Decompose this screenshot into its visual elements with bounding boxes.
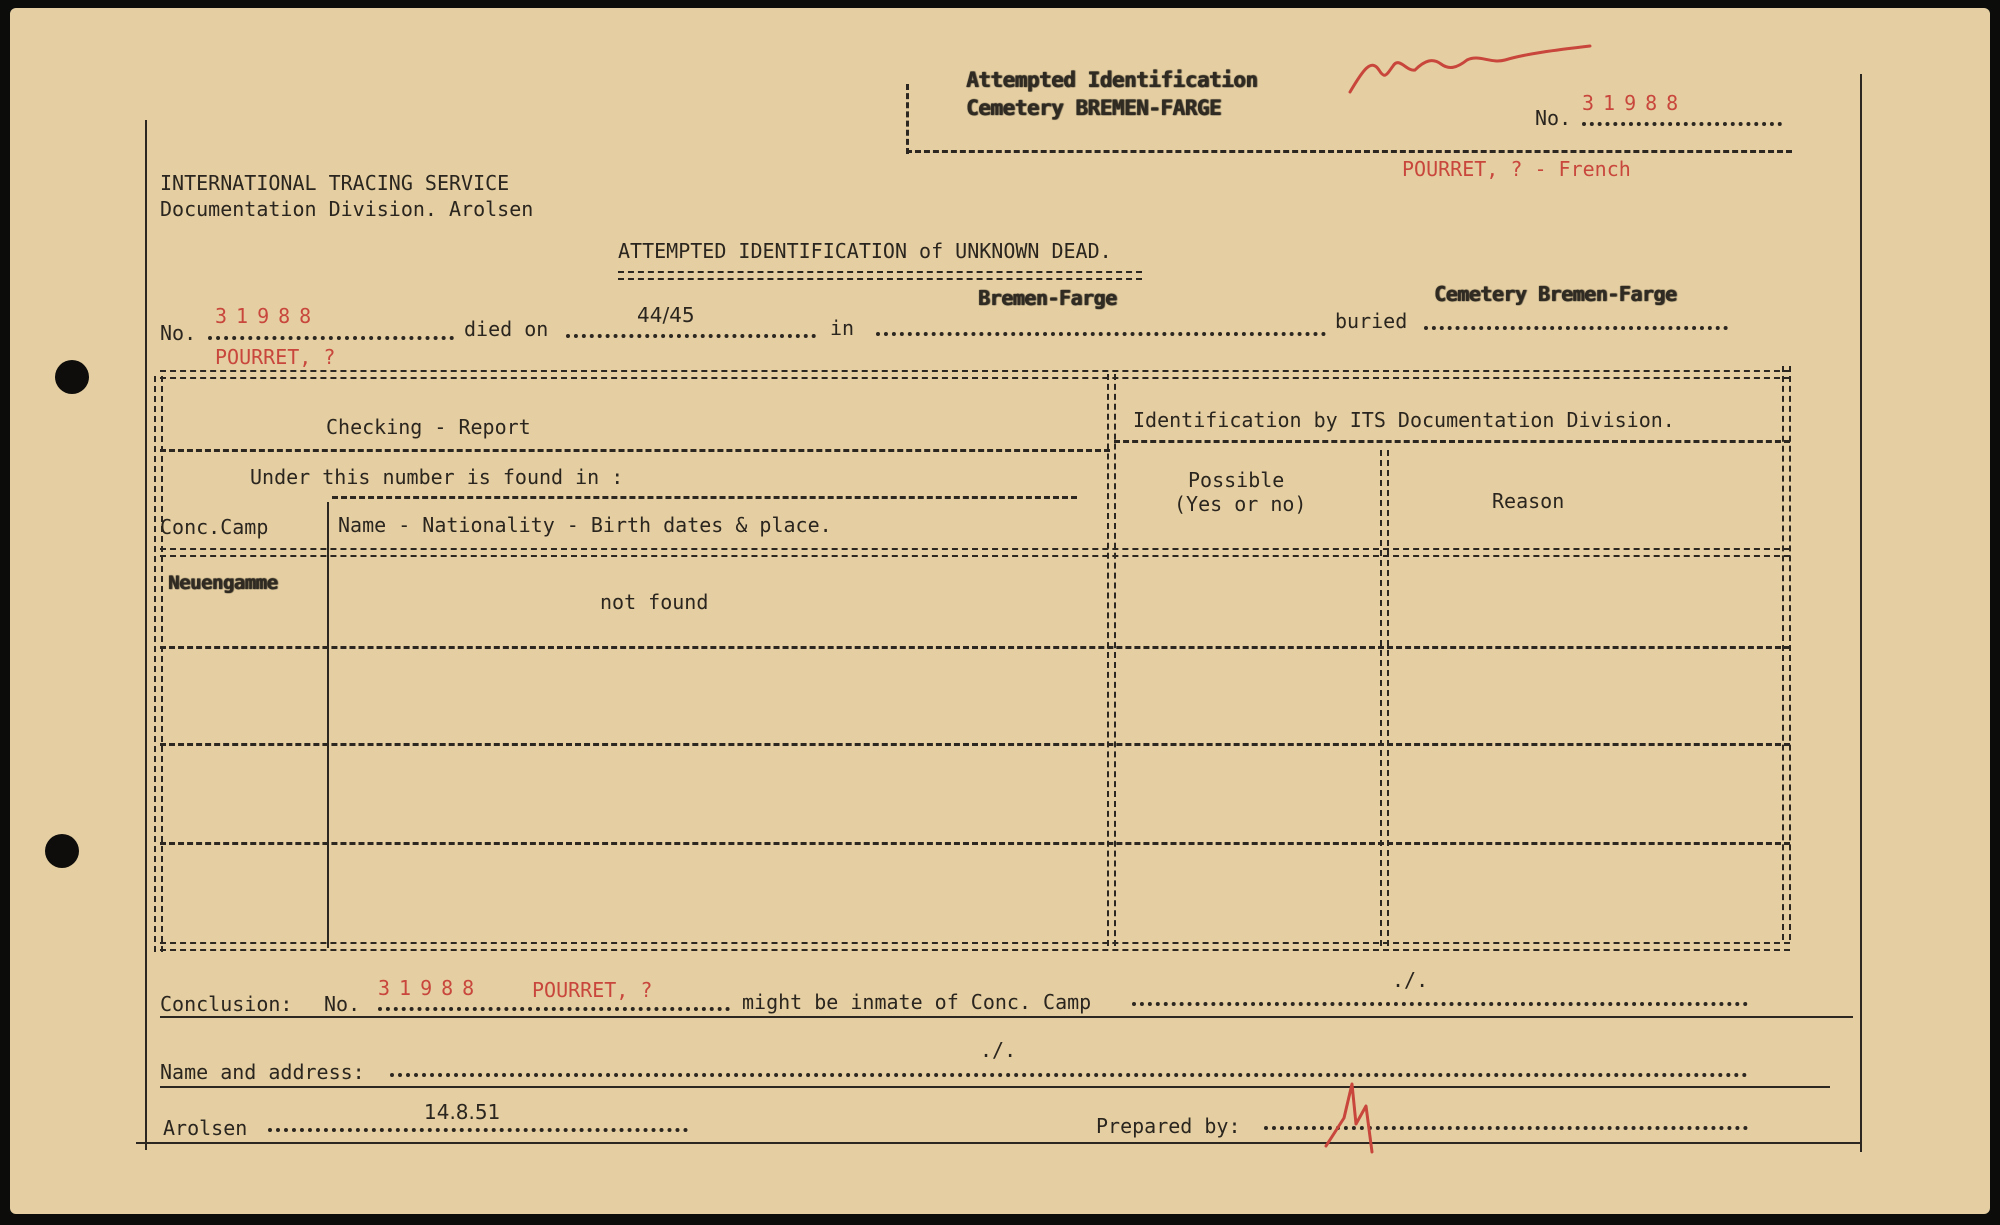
- conclusion-rule: [160, 1016, 1853, 1018]
- column-header-possible-2: (Yes or no): [1174, 492, 1307, 516]
- stamp-line-2: Cemetery BREMEN-FARGE: [966, 96, 1222, 120]
- conclusion-might-be: might be inmate of Conc. Camp: [742, 990, 1092, 1014]
- record-buried-dots: [1424, 326, 1728, 330]
- conclusion-no-dots: [378, 1007, 730, 1011]
- footer-place: Arolsen: [163, 1116, 248, 1140]
- column-header-camp: Conc.Camp: [160, 515, 269, 539]
- header-no-value: 31988: [1582, 91, 1688, 115]
- punch-hole-top: [55, 360, 89, 394]
- header-no-dots: [1582, 122, 1782, 126]
- frame-right-line: [1860, 74, 1862, 1152]
- stamp-box-left: [906, 84, 909, 154]
- conclusion-camp-dots: [1132, 1002, 1748, 1006]
- record-in-label: in: [830, 316, 855, 340]
- header-no-label: No.: [1535, 106, 1572, 130]
- record-in-value: Bremen-Farge: [978, 286, 1117, 310]
- name-address-value: ./.: [980, 1038, 1017, 1062]
- column-header-reason: Reason: [1492, 489, 1565, 513]
- under-number-label: Under this number is found in :: [250, 465, 624, 489]
- index-card: [10, 8, 1990, 1214]
- under-number-rule: [332, 496, 1077, 499]
- column-header-rule: [160, 548, 1790, 557]
- punch-hole-bottom: [45, 834, 79, 868]
- table-divider-reason: [1380, 450, 1389, 946]
- table-left-border: [154, 376, 163, 952]
- checking-report-heading: Checking - Report: [326, 415, 531, 439]
- frame-left-line: [145, 120, 147, 1150]
- conclusion-camp-value: ./.: [1392, 968, 1429, 992]
- footer-date-dots: [268, 1128, 688, 1132]
- column-header-possible-1: Possible: [1188, 468, 1285, 492]
- frame-bottom-line: [136, 1142, 1861, 1144]
- row-3-rule: [160, 842, 1790, 845]
- conclusion-no-label: No.: [324, 992, 361, 1016]
- prepared-by-label: Prepared by:: [1096, 1114, 1241, 1138]
- name-address-rule: [160, 1086, 1830, 1088]
- conclusion-name-red: POURRET, ?: [532, 978, 653, 1002]
- table-divider-center: [1107, 374, 1116, 946]
- table-divider-camp: [327, 502, 329, 948]
- footer-date: 14.8.51: [424, 1100, 501, 1124]
- record-name-red: POURRET, ?: [215, 345, 336, 369]
- column-header-name: Name - Nationality - Birth dates & place.: [338, 513, 832, 537]
- org-line-1: INTERNATIONAL TRACING SERVICE: [160, 171, 510, 195]
- red-scrawl-mark: [1345, 40, 1595, 100]
- document-title: ATTEMPTED IDENTIFICATION of UNKNOWN DEAD.: [618, 239, 1112, 263]
- identification-heading: Identification by ITS Documentation Division.: [1133, 408, 1675, 432]
- record-buried-value: Cemetery Bremen-Farge: [1434, 282, 1677, 306]
- title-underline: [618, 271, 1142, 280]
- conclusion-no-value: 31988: [378, 976, 484, 1000]
- checking-header-rule: [160, 449, 1110, 452]
- table-bottom-border: [160, 942, 1790, 951]
- name-address-dots: [390, 1073, 1748, 1077]
- record-died-label: died on: [464, 317, 549, 341]
- name-address-label: Name and address:: [160, 1060, 365, 1084]
- record-no-label: No.: [160, 321, 197, 345]
- record-died-dots: [566, 334, 816, 338]
- record-in-dots: [876, 332, 1326, 336]
- org-line-2: Documentation Division. Arolsen: [160, 197, 534, 221]
- identification-header-rule: [1114, 440, 1790, 443]
- record-no-value: 31988: [215, 304, 321, 328]
- stamp-line-1: Attempted Identification: [966, 68, 1258, 92]
- stamp-box-bottom: [906, 150, 1792, 153]
- row-1-rule: [160, 646, 1790, 649]
- table-right-border: [1782, 366, 1791, 940]
- header-red-name: POURRET, ? - French: [1402, 157, 1631, 181]
- record-buried-label: buried: [1335, 309, 1408, 333]
- row-2-rule: [160, 743, 1790, 746]
- conclusion-label: Conclusion:: [160, 992, 293, 1016]
- initial-signature-mark: [1322, 1076, 1392, 1156]
- row-1-name: not found: [600, 590, 709, 614]
- table-top-border: [160, 370, 1790, 379]
- record-no-dots: [208, 336, 454, 340]
- record-died-value: 44/45: [637, 303, 695, 327]
- row-1-camp: Neuengamme: [168, 572, 278, 594]
